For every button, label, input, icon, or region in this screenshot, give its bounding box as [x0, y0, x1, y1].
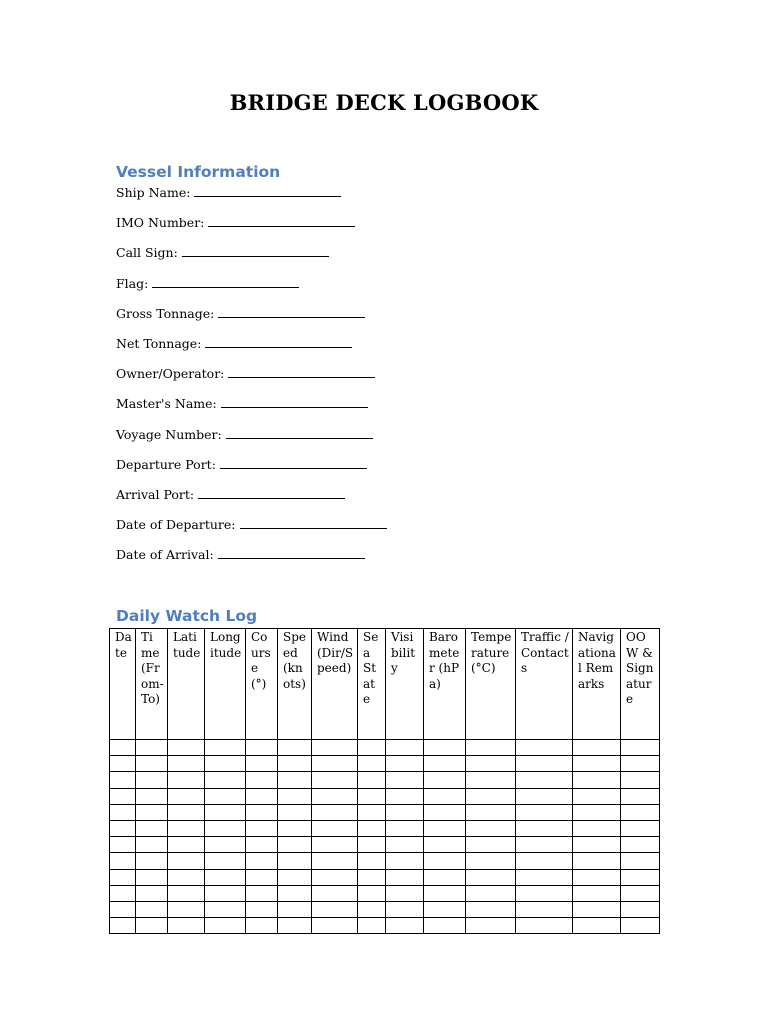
table-cell[interactable] — [358, 772, 386, 788]
table-cell[interactable] — [246, 837, 278, 853]
table-cell[interactable] — [205, 885, 246, 901]
table-cell[interactable] — [621, 837, 660, 853]
table-cell[interactable] — [205, 772, 246, 788]
vessel-field-label: Owner/Operator: — [116, 366, 225, 382]
table-cell[interactable] — [386, 901, 424, 917]
vessel-field-label: Flag: — [116, 275, 149, 291]
table-cell[interactable] — [516, 740, 573, 756]
table-cell[interactable] — [278, 853, 312, 869]
table-cell[interactable] — [110, 772, 136, 788]
table-cell[interactable] — [110, 820, 136, 836]
table-row — [110, 869, 660, 885]
vessel-field — [116, 304, 387, 334]
table-cell[interactable] — [621, 756, 660, 772]
vessel-field — [116, 455, 387, 485]
vessel-field — [116, 274, 387, 304]
table-cell[interactable] — [466, 869, 516, 885]
table-cell[interactable] — [516, 837, 573, 853]
table-cell[interactable] — [621, 772, 660, 788]
vessel-field-blank-line[interactable] — [220, 457, 367, 469]
table-cell[interactable] — [278, 837, 312, 853]
column-header: Speed (knots) — [278, 629, 312, 740]
table-cell[interactable] — [358, 901, 386, 917]
table-cell[interactable] — [205, 918, 246, 934]
table-cell[interactable] — [110, 869, 136, 885]
table-cell[interactable] — [386, 853, 424, 869]
table-cell[interactable] — [466, 885, 516, 901]
vessel-field — [116, 485, 387, 515]
vessel-field-blank-line[interactable] — [152, 276, 299, 288]
vessel-field-blank-line[interactable] — [221, 396, 368, 408]
table-cell[interactable] — [358, 756, 386, 772]
table-cell[interactable] — [136, 837, 168, 853]
table-cell[interactable] — [621, 901, 660, 917]
table-cell[interactable] — [424, 918, 466, 934]
table-cell[interactable] — [312, 820, 358, 836]
table-row — [110, 901, 660, 917]
table-cell[interactable] — [358, 804, 386, 820]
table-cell[interactable] — [205, 788, 246, 804]
table-cell[interactable] — [205, 837, 246, 853]
table-cell[interactable] — [168, 788, 205, 804]
table-cell[interactable] — [516, 853, 573, 869]
vessel-field-label: Voyage Number: — [116, 426, 222, 442]
table-cell[interactable] — [278, 804, 312, 820]
table-cell[interactable] — [621, 885, 660, 901]
table-cell[interactable] — [312, 788, 358, 804]
table-cell[interactable] — [424, 901, 466, 917]
table-cell[interactable] — [466, 804, 516, 820]
table-cell[interactable] — [358, 918, 386, 934]
table-cell[interactable] — [516, 772, 573, 788]
table-cell[interactable] — [516, 901, 573, 917]
table-cell[interactable] — [136, 853, 168, 869]
table-cell[interactable] — [358, 869, 386, 885]
table-cell[interactable] — [386, 772, 424, 788]
table-cell[interactable] — [573, 772, 621, 788]
table-cell[interactable] — [312, 901, 358, 917]
table-cell[interactable] — [205, 820, 246, 836]
table-cell[interactable] — [136, 804, 168, 820]
table-cell[interactable] — [168, 837, 205, 853]
table-cell[interactable] — [466, 788, 516, 804]
table-cell[interactable] — [110, 804, 136, 820]
table-cell[interactable] — [168, 901, 205, 917]
column-header: Barometer (hPa) — [424, 629, 466, 740]
vessel-field-blank-line[interactable] — [228, 366, 375, 378]
vessel-field-blank-line[interactable] — [198, 487, 345, 499]
table-cell[interactable] — [516, 756, 573, 772]
table-cell[interactable] — [205, 804, 246, 820]
table-cell[interactable] — [312, 837, 358, 853]
table-cell[interactable] — [424, 837, 466, 853]
vessel-field — [116, 394, 387, 424]
table-cell[interactable] — [136, 918, 168, 934]
vessel-information-heading: Vessel Information — [116, 163, 281, 181]
table-cell[interactable] — [205, 901, 246, 917]
table-cell[interactable] — [312, 885, 358, 901]
column-header: Navigational Remarks — [573, 629, 621, 740]
vessel-field-label: Departure Port: — [116, 456, 216, 472]
table-cell[interactable] — [168, 885, 205, 901]
table-row — [110, 853, 660, 869]
vessel-field-blank-line[interactable] — [194, 185, 341, 197]
table-cell[interactable] — [573, 853, 621, 869]
table-cell[interactable] — [424, 820, 466, 836]
table-cell[interactable] — [466, 901, 516, 917]
table-cell[interactable] — [573, 740, 621, 756]
vessel-field-blank-line[interactable] — [182, 245, 329, 257]
table-cell[interactable] — [278, 869, 312, 885]
table-cell[interactable] — [424, 853, 466, 869]
table-cell[interactable] — [110, 837, 136, 853]
table-row — [110, 804, 660, 820]
table-cell[interactable] — [573, 869, 621, 885]
table-cell[interactable] — [246, 820, 278, 836]
daily-watch-log-heading: Daily Watch Log — [116, 607, 258, 625]
vessel-field — [116, 334, 387, 364]
table-cell[interactable] — [312, 918, 358, 934]
vessel-field-label: Date of Departure: — [116, 517, 236, 533]
table-cell[interactable] — [386, 837, 424, 853]
table-row — [110, 820, 660, 836]
table-cell[interactable] — [168, 853, 205, 869]
table-cell[interactable] — [386, 869, 424, 885]
table-cell[interactable] — [110, 853, 136, 869]
table-cell[interactable] — [246, 869, 278, 885]
column-header: Visibility — [386, 629, 424, 740]
vessel-field-blank-line[interactable] — [226, 427, 373, 439]
column-header: Temperature (°C) — [466, 629, 516, 740]
table-cell[interactable] — [278, 740, 312, 756]
vessel-field — [116, 425, 387, 455]
table-cell[interactable] — [466, 837, 516, 853]
table-cell[interactable] — [205, 853, 246, 869]
table-cell[interactable] — [573, 804, 621, 820]
table-cell[interactable] — [516, 869, 573, 885]
vessel-field-blank-line[interactable] — [208, 215, 355, 227]
table-cell[interactable] — [205, 740, 246, 756]
table-cell[interactable] — [136, 740, 168, 756]
column-header: OOW & Signature — [621, 629, 660, 740]
vessel-field-label: Master's Name: — [116, 396, 217, 412]
table-row — [110, 918, 660, 934]
table-cell[interactable] — [110, 740, 136, 756]
table-cell[interactable] — [573, 837, 621, 853]
table-row — [110, 788, 660, 804]
table-cell[interactable] — [573, 918, 621, 934]
table-cell[interactable] — [278, 918, 312, 934]
table-cell[interactable] — [136, 901, 168, 917]
vessel-field-label: Net Tonnage: — [116, 335, 202, 351]
table-cell[interactable] — [516, 885, 573, 901]
table-header-row — [110, 629, 660, 740]
table-cell[interactable] — [466, 820, 516, 836]
vessel-field-blank-line[interactable] — [218, 547, 365, 559]
table-cell[interactable] — [136, 885, 168, 901]
vessel-field-label: Arrival Port: — [116, 486, 195, 502]
vessel-field-label: Ship Name: — [116, 185, 191, 200]
table-cell[interactable] — [424, 788, 466, 804]
table-body — [110, 740, 660, 934]
column-header: Longitude — [205, 629, 246, 740]
table-cell[interactable] — [168, 918, 205, 934]
table-cell[interactable] — [621, 869, 660, 885]
column-header: Date — [110, 629, 136, 740]
table-cell[interactable] — [168, 820, 205, 836]
table-cell[interactable] — [516, 804, 573, 820]
vessel-field — [116, 183, 387, 213]
table-cell[interactable] — [246, 740, 278, 756]
table-cell[interactable] — [136, 788, 168, 804]
vessel-information-fields — [116, 183, 387, 575]
vessel-field-blank-line[interactable] — [218, 306, 365, 318]
table-cell[interactable] — [386, 885, 424, 901]
table-cell[interactable] — [466, 918, 516, 934]
vessel-field — [116, 545, 387, 575]
table-cell[interactable] — [621, 788, 660, 804]
table-cell[interactable] — [466, 772, 516, 788]
column-header: Sea State — [358, 629, 386, 740]
table-cell[interactable] — [246, 918, 278, 934]
table-row — [110, 740, 660, 756]
table-cell[interactable] — [278, 885, 312, 901]
table-cell[interactable] — [621, 804, 660, 820]
table-row — [110, 885, 660, 901]
table-row — [110, 772, 660, 788]
table-cell[interactable] — [278, 772, 312, 788]
table-cell[interactable] — [424, 885, 466, 901]
table-cell[interactable] — [110, 918, 136, 934]
table-cell[interactable] — [466, 756, 516, 772]
table-cell[interactable] — [110, 756, 136, 772]
table-cell[interactable] — [358, 740, 386, 756]
table-cell[interactable] — [424, 756, 466, 772]
table-cell[interactable] — [424, 804, 466, 820]
vessel-field — [116, 364, 387, 394]
table-row — [110, 837, 660, 853]
column-header: Wind (Dir/Speed) — [312, 629, 358, 740]
table-cell[interactable] — [516, 820, 573, 836]
table-cell[interactable] — [573, 756, 621, 772]
table-cell[interactable] — [136, 772, 168, 788]
table-cell[interactable] — [312, 772, 358, 788]
table-cell[interactable] — [278, 788, 312, 804]
table-cell[interactable] — [424, 869, 466, 885]
vessel-field — [116, 515, 387, 545]
table-cell[interactable] — [573, 901, 621, 917]
table-cell[interactable] — [205, 756, 246, 772]
table-cell[interactable] — [110, 788, 136, 804]
vessel-field-label: Date of Arrival: — [116, 547, 214, 563]
document-title: BRIDGE DECK LOGBOOK — [229, 90, 539, 115]
table-cell[interactable] — [312, 853, 358, 869]
table-cell[interactable] — [621, 853, 660, 869]
column-header: Latitude — [168, 629, 205, 740]
table-cell[interactable] — [516, 918, 573, 934]
table-cell[interactable] — [168, 772, 205, 788]
table-cell[interactable] — [278, 820, 312, 836]
table-cell[interactable] — [358, 820, 386, 836]
table-cell[interactable] — [205, 869, 246, 885]
vessel-field-label: Call Sign: — [116, 245, 178, 261]
vessel-field — [116, 213, 387, 243]
table-cell[interactable] — [246, 772, 278, 788]
column-header: Course (°) — [246, 629, 278, 740]
table-row — [110, 756, 660, 772]
vessel-field-label: IMO Number: — [116, 215, 205, 231]
table-cell[interactable] — [312, 869, 358, 885]
table-cell[interactable] — [358, 853, 386, 869]
table-cell[interactable] — [466, 740, 516, 756]
table-cell[interactable] — [466, 853, 516, 869]
table-cell[interactable] — [246, 901, 278, 917]
table-cell[interactable] — [621, 918, 660, 934]
table-cell[interactable] — [246, 788, 278, 804]
table-cell[interactable] — [386, 740, 424, 756]
table-cell[interactable] — [278, 901, 312, 917]
table-cell[interactable] — [246, 885, 278, 901]
table-cell[interactable] — [136, 820, 168, 836]
table-cell[interactable] — [110, 901, 136, 917]
table-cell[interactable] — [168, 756, 205, 772]
table-cell[interactable] — [386, 918, 424, 934]
table-cell[interactable] — [312, 740, 358, 756]
table-cell[interactable] — [386, 820, 424, 836]
table-cell[interactable] — [246, 853, 278, 869]
table-cell[interactable] — [246, 804, 278, 820]
table-cell[interactable] — [386, 788, 424, 804]
table-cell[interactable] — [110, 885, 136, 901]
table-cell[interactable] — [168, 740, 205, 756]
table-cell[interactable] — [358, 837, 386, 853]
daily-watch-log-table — [109, 628, 660, 934]
table-cell[interactable] — [386, 804, 424, 820]
table-cell[interactable] — [168, 804, 205, 820]
table-cell[interactable] — [573, 820, 621, 836]
table-cell[interactable] — [424, 772, 466, 788]
table-cell[interactable] — [386, 756, 424, 772]
table-cell[interactable] — [516, 788, 573, 804]
column-header: Traffic / Contacts — [516, 629, 573, 740]
table-cell[interactable] — [424, 740, 466, 756]
table-cell[interactable] — [278, 756, 312, 772]
table-cell[interactable] — [168, 869, 205, 885]
table-cell[interactable] — [573, 788, 621, 804]
table-cell[interactable] — [136, 756, 168, 772]
table-cell[interactable] — [246, 756, 278, 772]
table-cell[interactable] — [621, 740, 660, 756]
table-cell[interactable] — [358, 885, 386, 901]
table-cell[interactable] — [312, 756, 358, 772]
table-cell[interactable] — [573, 885, 621, 901]
table-cell[interactable] — [621, 820, 660, 836]
table-cell[interactable] — [312, 804, 358, 820]
column-header: Time (From-To) — [136, 629, 168, 740]
vessel-field-blank-line[interactable] — [240, 517, 387, 529]
vessel-field-label: Gross Tonnage: — [116, 305, 215, 321]
table-cell[interactable] — [136, 869, 168, 885]
vessel-field-blank-line[interactable] — [205, 336, 352, 348]
vessel-field — [116, 243, 387, 273]
table-cell[interactable] — [358, 788, 386, 804]
